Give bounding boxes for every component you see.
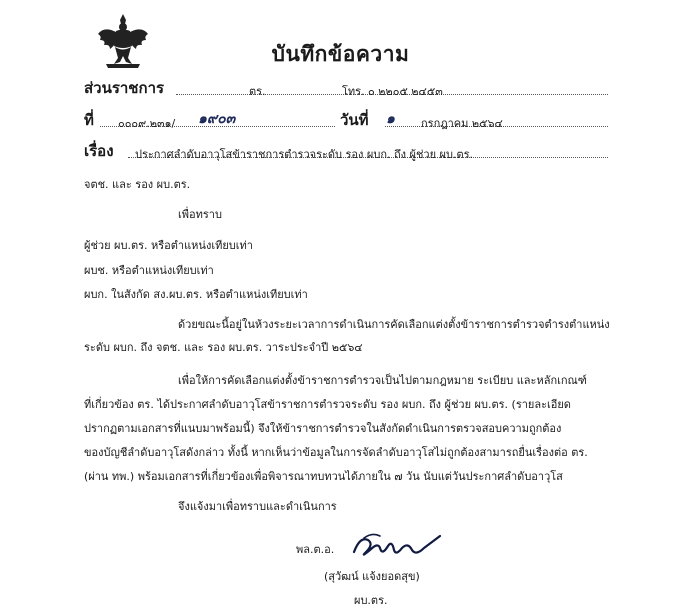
recipient-item: ผบช. หรือตำแหน่งเทียบเท่า xyxy=(84,264,214,277)
paragraph-2-line: เพื่อให้การคัดเลือกแต่งตั้งข้าราชการตำรวจเป็นไปตามกฎหมาย ระเบียบ และหลักเกณฑ์ xyxy=(178,374,587,387)
subject-label: เรื่อง xyxy=(84,142,114,160)
subject-row xyxy=(84,139,114,163)
recipient-item: ผู้ช่วย ผบ.ตร. หรือตำแหน่งเทียบเท่า xyxy=(84,239,253,252)
closing-line: จึงแจ้งมาเพื่อทราบและดำเนินการ xyxy=(178,500,337,513)
date-label: วันที่ xyxy=(340,111,369,129)
document-no-handwritten: ๑๙๐๓ xyxy=(198,111,236,127)
paragraph-2-line: ที่เกี่ยวข้อง ตร. ได้ประกาศลำดับอาวุโสข้าราชการตำรวจระดับ รอง ผบก. ถึง ผู้ช่วย ผบ.ตร. (รายละเอียด xyxy=(84,398,571,411)
to-line: จตช. และ รอง ผบ.ตร. xyxy=(84,178,191,191)
paragraph-2-line: ของบัญชีลำดับอาวุโสดังกล่าว ทั้งนี้ หากเห็นว่าข้อมูลในการจัดลำดับอาวุโสไม่ถูกต้องสามารถยื่นเรื่องต่อ ตร. xyxy=(84,446,588,459)
date-handwritten: ๑ xyxy=(386,111,395,127)
department-phone: โทร. ๐ ๒๒๐๕ ๒๔๕๓ xyxy=(342,85,443,98)
paragraph-2-line: (ผ่าน ทพ.) พร้อมเอกสารที่เกี่ยวข้องเพื่อพิจารณาทบทวนได้ภายใน ๗ วัน นับแต่วันประกาศลำดับอาวุโส xyxy=(84,470,563,483)
document-no-row xyxy=(84,108,94,132)
signer-rank: พล.ต.อ. xyxy=(296,543,335,556)
cc-purpose: เพื่อทราบ xyxy=(178,208,222,221)
date-value: กรกฎาคม ๒๕๖๔ xyxy=(421,117,503,130)
subject-value: ประกาศลำดับอาวุโสข้าราชการตำรวจระดับ รอง ผบก. ถึง ผู้ช่วย ผบ.ตร. xyxy=(135,148,474,161)
paragraph-2-line: ปรากฏตามเอกสารที่แนบมาพร้อมนี้) จึงให้ข้าราชการตำรวจในสังกัดดำเนินการตรวจสอบความถูกต้อง xyxy=(84,422,562,435)
recipient-item: ผบก. ในสังกัด สง.ผบ.ตร. หรือตำแหน่งเทียบเท่า xyxy=(84,288,308,301)
document-no-label: ที่ xyxy=(84,111,94,129)
department-label: ส่วนราชการ xyxy=(84,79,165,97)
department-row xyxy=(84,76,164,100)
paragraph-1-line: ด้วยขณะนี้อยู่ในห้วงระยะเวลาการดำเนินการคัดเลือกแต่งตั้งข้าราชการตำรวจตำรงตำแหน่ง xyxy=(178,318,610,331)
signer-position: ผบ.ตร. xyxy=(354,594,388,607)
paragraph-1-line: ระดับ ผบก. ถึง จตช. และ รอง ผบ.ตร. วาระประจำปี ๒๕๖๔ xyxy=(84,341,363,354)
department-unit: ตร. xyxy=(249,85,266,98)
date-row xyxy=(340,108,369,132)
signer-name: (สุวัฒน์ แจ้งยอดสุข) xyxy=(324,570,420,583)
handwritten-signature-icon xyxy=(350,530,444,562)
memo-title: บันทึกข้อความ xyxy=(271,42,410,66)
document-no-value: ๐๐๐๙.๒๓๑/ xyxy=(118,117,176,130)
